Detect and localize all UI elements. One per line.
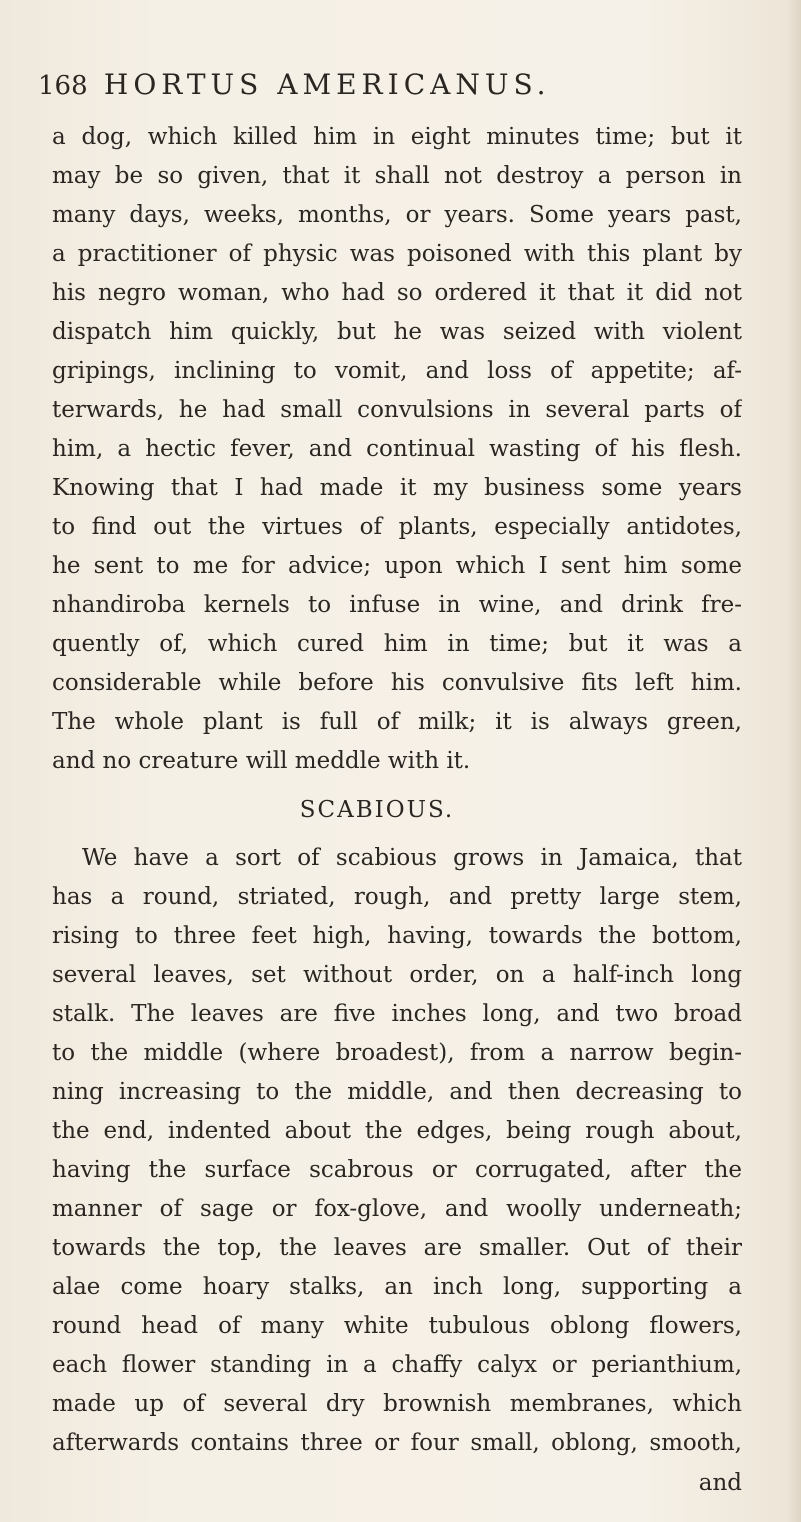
text-line: nhandiroba kernels to infuse in wine, and drink fre- [52,592,742,618]
text-line: stalk. The leaves are five inches long, and two broad [52,1001,742,1027]
text-line: the end, indented about the edges, being rough about, [52,1118,742,1144]
text-line: rising to three feet high, having, towards the bottom, [52,923,742,949]
text-line: quently of, which cured him in time; but it was a [52,631,742,657]
text-line: alae come hoary stalks, an inch long, supporting a [52,1274,742,1300]
text-line: gripings, inclining to vomit, and loss of appetite; af- [52,358,742,384]
text-line: terwards, he had small convulsions in several parts of [52,397,742,423]
text-line: to the middle (where broadest), from a narrow begin- [52,1040,742,1066]
text-line: each flower standing in a chaffy calyx or perianthium, [52,1352,742,1378]
text-line: his negro woman, who had so ordered it that it did not [52,280,742,306]
catchword: and [698,1470,742,1496]
section-title: SCABIOUS. [299,797,455,823]
text-line: The whole plant is full of milk; it is always green, [52,709,742,735]
text-line: afterwards contains three or four small, oblong, smooth, [52,1430,742,1456]
text-line: has a round, striated, rough, and pretty large stem, [52,884,742,910]
text-line: We have a sort of scabious grows in Jamaica, that [82,845,742,871]
text-line: many days, weeks, months, or years. Some years past, [52,202,742,228]
text-line: manner of sage or fox-glove, and woolly underneath; [52,1196,742,1222]
text-line: to find out the virtues of plants, especially antidotes, [52,514,742,540]
text-line: towards the top, the leaves are smaller. Out of their [52,1235,742,1261]
text-line: and no creature will meddle with it. [52,748,471,774]
page-header [38,68,738,108]
text-line: he sent to me for advice; upon which I sent him some [52,553,742,579]
text-line: a dog, which killed him in eight minutes time; but it [52,124,742,150]
text-line: several leaves, set without order, on a half-inch long [52,962,742,988]
paragraph-scabious [52,839,742,1463]
page-body [52,118,742,1503]
text-line: him, a hectic fever, and continual wasting of his flesh. [52,436,742,462]
page-edge-shadow [787,0,801,1522]
page-number: 168 [38,71,88,101]
text-line: Knowing that I had made it my business some years [52,475,742,501]
text-line: ning increasing to the middle, and then decreasing to [52,1079,742,1105]
text-line: having the surface scabrous or corrugated, after the [52,1157,742,1183]
text-line: a practitioner of physic was poisoned with this plant by [52,241,742,267]
text-line: made up of several dry brownish membranes, which [52,1391,742,1417]
text-line: considerable while before his convulsive fits left him. [52,670,742,696]
text-line: round head of many white tubulous oblong flowers, [52,1313,742,1339]
running-head: HORTUS AMERICANUS. [103,68,551,101]
text-line: may be so given, that it shall not destroy a person in [52,163,742,189]
text-line: dispatch him quickly, but he was seized with violent [52,319,742,345]
paragraph-poison [52,118,742,781]
